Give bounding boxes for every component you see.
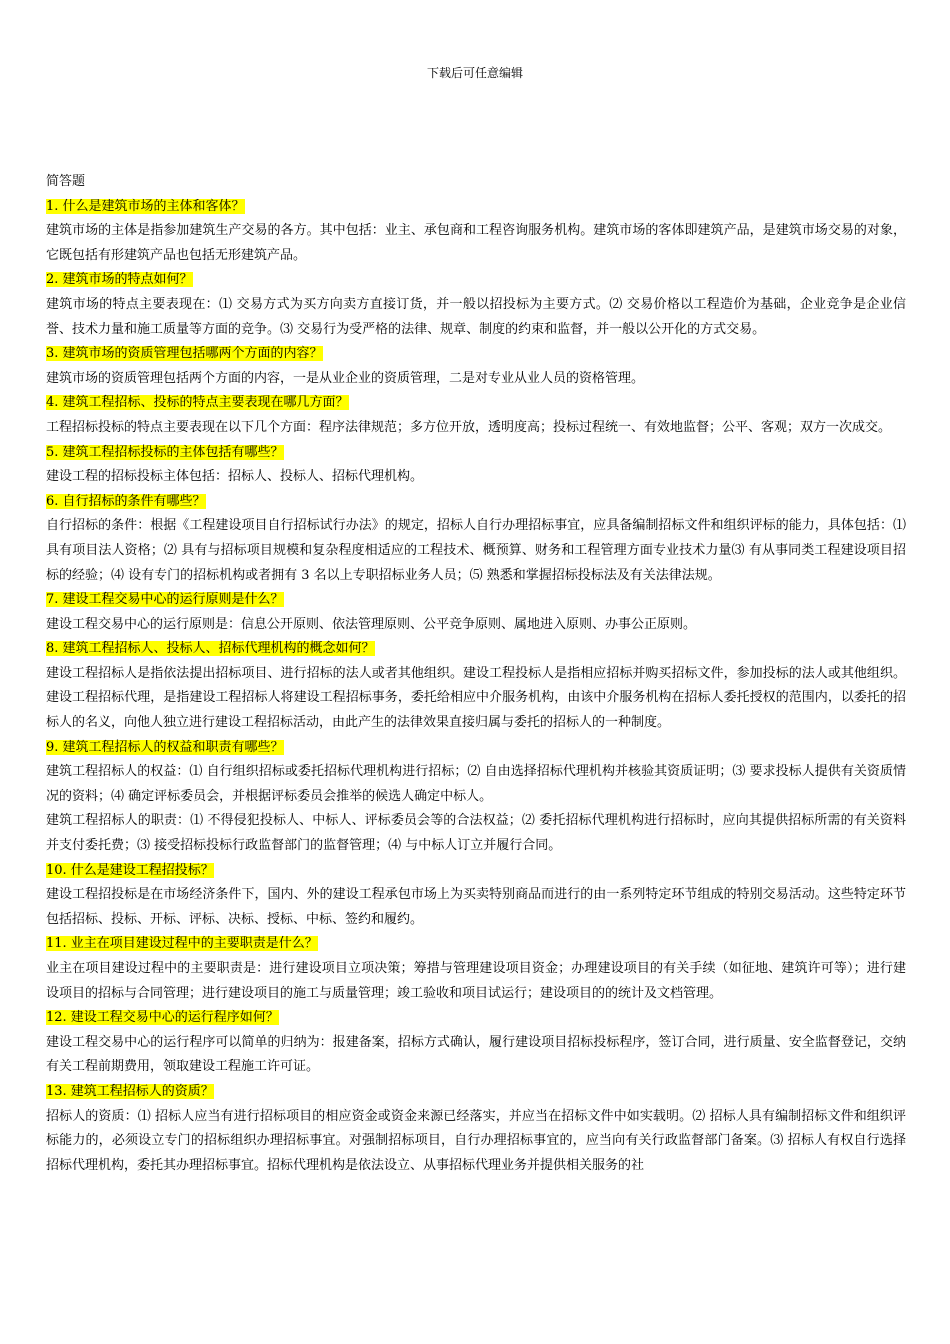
answer-paragraph: 建筑市场的主体是指参加建筑生产交易的各方。其中包括：业主、承包商和工程咨询服务机构。建筑市场的客体即建筑产品，是建筑市场交易的对象，它既包括有形建筑产品也包括无形建筑产品。 [46, 223, 906, 263]
question-heading [46, 490, 906, 515]
question-text: 4. 建筑工程招标、投标的特点主要表现在哪几方面？ [46, 395, 349, 411]
question-heading [46, 268, 906, 293]
question-text: 7. 建设工程交易中心的运行原则是什么？ [46, 592, 284, 608]
qa-item [46, 441, 906, 490]
answer-paragraph: 建筑工程招标人的权益：⑴ 自行组织招标或委托招标代理机构进行招标；⑵ 自由选择招标代理机构并核验其资质证明；⑶ 要求投标人提供有关资质情况的资料；⑷ 确定评标委员会，并根据评标委员会推举的候选人确定中标人。 [46, 764, 906, 804]
qa-list [46, 195, 906, 1179]
document-body [46, 170, 906, 1178]
answer-paragraph: 建设工程交易中心的运行原则是：信息公开原则、依法管理原则、公平竞争原则、属地进入原则、办事公正原则。 [46, 616, 697, 632]
question-heading [46, 391, 906, 416]
question-heading [46, 342, 906, 367]
section-title: 简答题 [46, 174, 86, 189]
qa-item [46, 736, 906, 859]
qa-item [46, 342, 906, 391]
page-header: 下载后可任意编辑 [426, 66, 523, 80]
qa-item [46, 859, 906, 933]
qa-item [46, 1006, 906, 1080]
question-text: 9. 建筑工程招标人的权益和职责有哪些？ [46, 739, 284, 755]
qa-item [46, 268, 906, 342]
question-text: 10. 什么是建设工程招投标？ [46, 862, 214, 878]
qa-item [46, 195, 906, 269]
answer-paragraph: 工程招标投标的特点主要表现在以下几个方面：程序法律规范；多方位开放，透明度高；投标过程统一、有效地监督；公平、客观；双方一次成交。 [46, 419, 892, 435]
question-heading [46, 932, 906, 957]
answer-paragraph: 建筑市场的资质管理包括两个方面的内容，一是从业企业的资质管理，二是对专业从业人员的资格管理。 [46, 370, 645, 386]
answer-paragraph: 建筑工程招标人的职责：⑴ 不得侵犯投标人、中标人、评标委员会等的合法权益；⑵ 委托招标代理机构进行招标时，应向其提供招标所需的有关资料并支付委托费；⑶ 接受招标投标行政监督部门的监督管理；⑷ 与中标人订立并履行合同。 [46, 813, 907, 854]
answer-paragraph: 建设工程交易中心的运行程序可以简单的归纳为：报建备案，招标方式确认，履行建设项目招标投标程序，签订合同，进行质量、安全监督登记，交纳有关工程前期费用，领取建设工程施工许可证。 [46, 1034, 906, 1075]
qa-item [46, 637, 906, 735]
question-text: 3. 建筑市场的资质管理包括哪两个方面的内容？ [46, 346, 323, 362]
question-heading [46, 859, 906, 884]
question-text: 8. 建筑工程招标人、投标人、招标代理机构的概念如何？ [46, 641, 375, 657]
qa-item [46, 490, 906, 588]
answer-paragraph: 招标人的资质：⑴ 招标人应当有进行招标项目的相应资金或资金来源已经落实，并应当在招标文件中如实载明。⑵ 招标人具有编制招标文件和组织评标能力的，必须设立专门的招标组织办理招标事宜。对强制招标项目，自行办理招标事宜的，应当向有关行政监督部门备案。⑶ 招标人有权自行选择招标代理机构，委托其办理招标事宜。招标代理机构是依法设立、从事招标代理业务并提供相关服务的社 [46, 1108, 907, 1173]
answer-paragraph: 自行招标的条件：根据《工程建设项目自行招标试行办法》的规定，招标人自行办理招标事宜，应具备编制招标文件和组织评标的能力，具体包括：⑴ 具有项目法人资格；⑵ 具有与招标项目规模和复杂程度相适应的工程技术、概预算、财务和工程管理方面专业技术力量⑶ 有从事同类工程建设项目招标的经验；⑷ 设有专门的招标机构或者拥有 3 名以上专职招标业务人员；⑸ 熟悉和掌握招标投标法及有关法律法规。 [46, 518, 906, 583]
question-text: 11. 业主在项目建设过程中的主要职责是什么？ [46, 936, 318, 952]
question-text: 6. 自行招标的条件有哪些？ [46, 493, 206, 509]
answer-paragraph: 建设工程的招标投标主体包括：招标人、投标人、招标代理机构。 [46, 469, 424, 485]
question-heading [46, 1080, 906, 1105]
question-heading [46, 441, 906, 466]
question-text: 12. 建设工程交易中心的运行程序如何？ [46, 1010, 279, 1026]
qa-item [46, 1080, 906, 1178]
answer-paragraph: 建设工程招投标是在市场经济条件下，国内、外的建设工程承包市场上为买卖特别商品而进行的由一系列特定环节组成的特别交易活动。这些特定环节包括招标、投标、开标、评标、决标、授标、中标、签约和履约。 [46, 887, 906, 927]
question-text: 1. 什么是建筑市场的主体和客体？ [46, 198, 245, 214]
qa-item [46, 932, 906, 1006]
qa-item [46, 588, 906, 637]
question-text: 5. 建筑工程招标投标的主体包括有哪些？ [46, 444, 284, 460]
question-heading [46, 1006, 906, 1031]
question-heading [46, 736, 906, 761]
question-heading [46, 588, 906, 613]
question-heading [46, 637, 906, 662]
answer-paragraph: 建设工程招标人是指依法提出招标项目、进行招标的法人或者其他组织。建设工程投标人是指相应招标并购买招标文件，参加投标的法人或其他组织。建设工程招标代理，是指建设工程招标人将建设工程招标事务，委托给相应中介服务机构，由该中介服务机构在招标人委托授权的范围内，以委托的招标人的名义，向他人独立进行建设工程招标活动，由此产生的法律效果直接归属与委托的招标人的一种制度。 [46, 665, 906, 731]
answer-paragraph: 建筑市场的特点主要表现在：⑴ 交易方式为买方向卖方直接订货，并一般以招投标为主要方式。⑵ 交易价格以工程造价为基础，企业竞争是企业信誉、技术力量和施工质量等方面的竞争。⑶ 交易行为受严格的法律、规章、制度的约束和监督，并一般以公开化的方式交易。 [46, 296, 906, 337]
answer-paragraph: 业主在项目建设过程中的主要职责是：进行建设项目立项决策；筹措与管理建设项目资金；办理建设项目的有关手续（如征地、建筑许可等）；进行建设项目的招标与合同管理；进行建设项目的施工与质量管理；竣工验收和项目试运行；建设项目的的统计及文档管理。 [46, 961, 906, 1001]
question-heading [46, 195, 906, 220]
qa-item [46, 391, 906, 440]
question-text: 13. 建筑工程招标人的资质？ [46, 1083, 214, 1099]
question-text: 2. 建筑市场的特点如何？ [46, 272, 193, 288]
